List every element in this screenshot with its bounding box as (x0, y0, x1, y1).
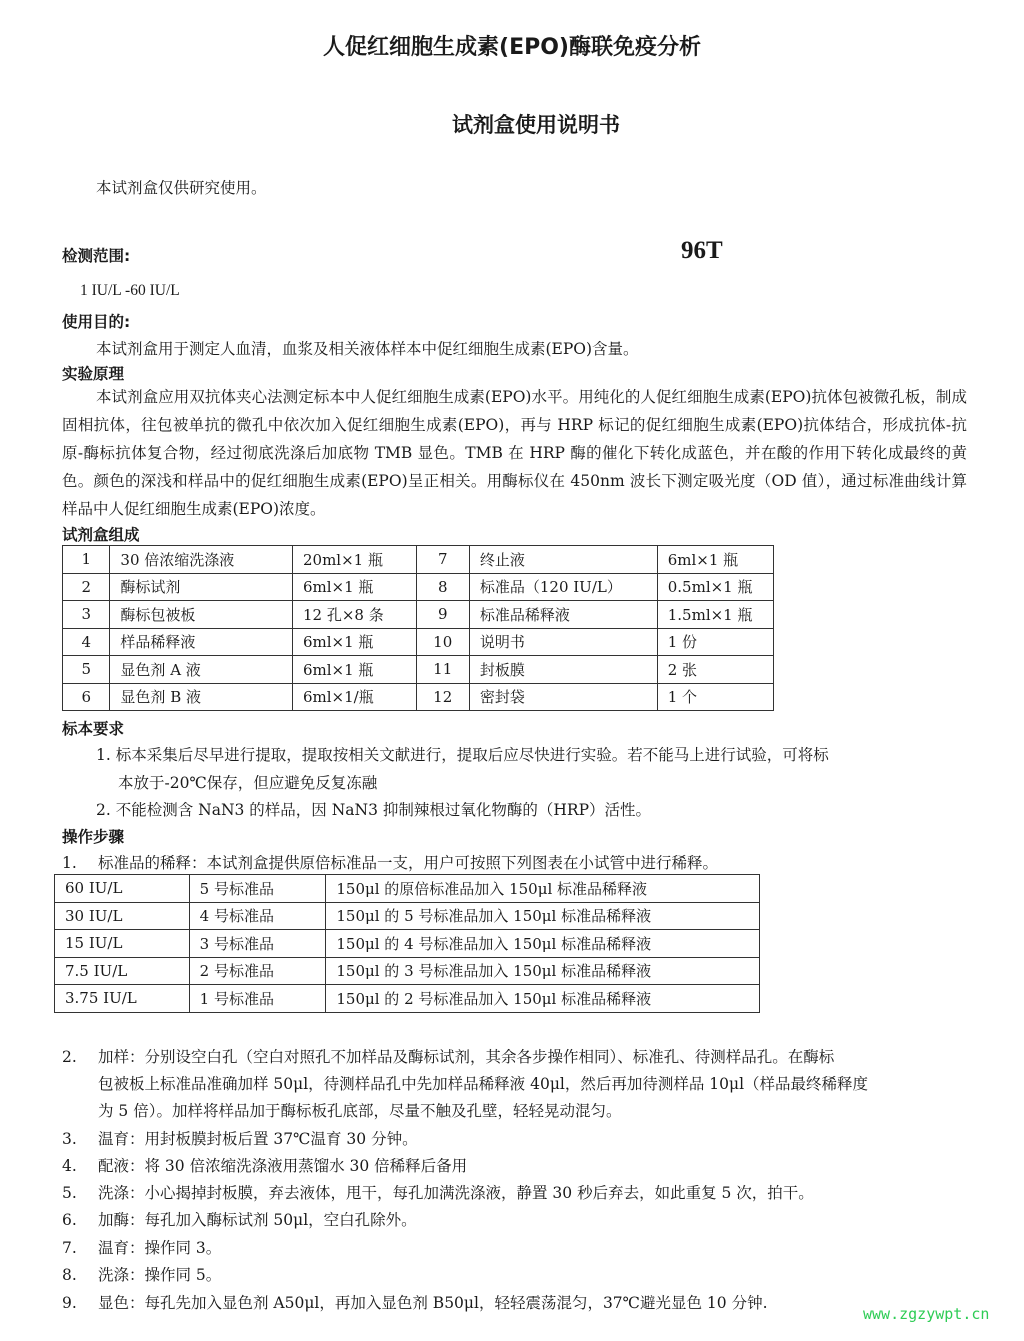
item-quantity: 1.5ml×1 瓶 (657, 601, 773, 629)
composition-label: 试剂盒组成 (62, 526, 140, 544)
concentration: 7.5 IU/L (55, 957, 190, 985)
item-quantity: 6ml×1 瓶 (657, 546, 773, 574)
step-number: 7. (62, 1239, 77, 1257)
dilution-method: 150μl 的 5 号标准品加入 150μl 标准品稀释液 (326, 902, 760, 930)
item-name: 显色剂 A 液 (110, 656, 293, 684)
item-number: 7 (416, 546, 469, 574)
research-only-note: 本试剂盒仅供研究使用。 (96, 179, 267, 197)
table-row (55, 875, 760, 903)
step-2-line2: 包被板上标准品准确加样 50μl，待测样品孔中先加样品稀释液 40μl，然后再加待测样品 10μl（样品最终稀释度 (98, 1075, 869, 1093)
step-1 (62, 851, 718, 873)
item-name: 显色剂 B 液 (110, 683, 293, 711)
table-row (55, 902, 760, 930)
item-number: 3 (63, 601, 110, 629)
item-name: 说明书 (469, 628, 657, 656)
sample-req-2: 2. 不能检测含 NaN3 的样品，因 NaN3 抑制辣根过氧化物酶的（HRP）活性。 (96, 801, 651, 819)
table-row (63, 628, 774, 656)
item-name: 标准品（120 IU/L） (469, 573, 657, 601)
purpose-text: 本试剂盒用于测定人血清，血浆及相关液体样本中促红细胞生成素(EPO)含量。 (96, 340, 639, 358)
item-number: 12 (416, 683, 469, 711)
step-number: 9. (62, 1294, 77, 1312)
spec-label: 96T (681, 237, 723, 264)
item-number: 4 (63, 628, 110, 656)
step-text: 加酶：每孔加入酶标试剂 50μl，空白孔除外。 (98, 1211, 417, 1229)
step-number: 6. (62, 1211, 77, 1229)
watermark: www.zgzywpt.cn (863, 1305, 990, 1323)
step-number: 2. (62, 1048, 77, 1066)
item-name: 酶标包被板 (110, 601, 293, 629)
item-number: 2 (63, 573, 110, 601)
item-name: 酶标试剂 (110, 573, 293, 601)
item-number: 6 (63, 683, 110, 711)
standard-name: 2 号标准品 (189, 957, 326, 985)
item-quantity: 6ml×1/瓶 (292, 683, 416, 711)
item-name: 标准品稀释液 (469, 601, 657, 629)
standard-name: 3 号标准品 (189, 930, 326, 958)
standard-name: 5 号标准品 (189, 875, 326, 903)
item-name: 30 倍浓缩洗涤液 (110, 546, 293, 574)
sample-requirements-label: 标本要求 (62, 720, 125, 738)
item-quantity: 20ml×1 瓶 (292, 546, 416, 574)
step-text: 洗涤：小心揭掉封板膜，弃去液体，甩干，每孔加满洗涤液，静置 30 秒后弃去，如此重复 5 次，拍干。 (98, 1184, 814, 1202)
step-number: 1. (62, 854, 77, 872)
table-row (63, 573, 774, 601)
item-quantity: 12 孔×8 条 (292, 601, 416, 629)
range-value: 1 IU/L -60 IU/L (80, 282, 180, 299)
step-6 (62, 1208, 417, 1230)
table-row (55, 985, 760, 1013)
step-text: 洗涤：操作同 5。 (98, 1266, 222, 1284)
table-row (63, 601, 774, 629)
concentration: 15 IU/L (55, 930, 190, 958)
item-quantity: 2 张 (657, 656, 773, 684)
standard-name: 1 号标准品 (189, 985, 326, 1013)
item-number: 10 (416, 628, 469, 656)
item-quantity: 6ml×1 瓶 (292, 573, 416, 601)
item-number: 8 (416, 573, 469, 601)
document-subtitle: 试剂盒使用说明书 (452, 113, 620, 137)
dilution-method: 150μl 的 2 号标准品加入 150μl 标准品稀释液 (326, 985, 760, 1013)
step-text: 配液：将 30 倍浓缩洗涤液用蒸馏水 30 倍稀释后备用 (98, 1157, 468, 1175)
dilution-method: 150μl 的 3 号标准品加入 150μl 标准品稀释液 (326, 957, 760, 985)
table-row (63, 546, 774, 574)
step-2-line3: 为 5 倍）。加样将样品加于酶标板孔底部，尽量不触及孔壁，轻轻晃动混匀。 (98, 1102, 622, 1120)
step-number: 5. (62, 1184, 77, 1202)
item-quantity: 6ml×1 瓶 (292, 656, 416, 684)
item-name: 封板膜 (469, 656, 657, 684)
step-number: 8. (62, 1266, 77, 1284)
step-7 (62, 1236, 221, 1258)
principle-text (62, 383, 967, 523)
item-quantity: 6ml×1 瓶 (292, 628, 416, 656)
dilution-method: 150μl 的原倍标准品加入 150μl 标准品稀释液 (326, 875, 760, 903)
item-name: 密封袋 (469, 683, 657, 711)
principle-label: 实验原理 (62, 365, 125, 383)
item-number: 5 (63, 656, 110, 684)
kit-composition-table (62, 545, 774, 711)
standard-name: 4 号标准品 (189, 902, 326, 930)
standard-dilution-table (54, 874, 760, 1013)
item-number: 1 (63, 546, 110, 574)
item-quantity: 1 个 (657, 683, 773, 711)
step-text-line1: 加样：分别设空白孔（空白对照孔不加样品及酶标试剂，其余各步操作相同）、标准孔、待测样品孔。在酶标 (98, 1048, 835, 1066)
principle-paragraph: 本试剂盒应用双抗体夹心法测定标本中人促红细胞生成素(EPO)水平。用纯化的人促红细胞生成素(EPO)抗体包被微孔板，制成固相抗体，往包被单抗的微孔中依次加入促红细胞生成素(EPO)，再与 HRP 标记的促红细胞生成素(EPO)抗体结合，形成抗体-抗原-酶标抗体复合物，经过彻底洗涤后加底物 TMB 显色。TMB 在 HRP 酶的催化下转化成蓝色，并在酸的作用下转化成最终的黄色。颜色的深浅和样品中的促红细胞生成素(EPO)呈正相关。用酶标仪在 450nm 波长下测定吸光度（OD 值），通过标准曲线计算样品中人促红细胞生成素(EPO)浓度。 (62, 388, 967, 518)
table-row (55, 957, 760, 985)
step-3 (62, 1127, 418, 1149)
range-label: 检测范围: (62, 247, 131, 265)
purpose-label: 使用目的: (62, 313, 131, 331)
step-9 (62, 1291, 768, 1313)
sample-req-1-line1: 1. 标本采集后尽早进行提取，提取按相关文献进行，提取后应尽快进行实验。若不能马上进行试验，可将标 (96, 746, 829, 764)
dilution-method: 150μl 的 4 号标准品加入 150μl 标准品稀释液 (326, 930, 760, 958)
table-row (63, 683, 774, 711)
item-name: 终止液 (469, 546, 657, 574)
table-row (55, 930, 760, 958)
step-2 (62, 1045, 834, 1067)
concentration: 60 IU/L (55, 875, 190, 903)
document-title: 人促红细胞生成素(EPO)酶联免疫分析 (323, 35, 701, 60)
item-quantity: 1 份 (657, 628, 773, 656)
step-number: 3. (62, 1130, 77, 1148)
item-name: 样品稀释液 (110, 628, 293, 656)
table-row (63, 656, 774, 684)
step-text: 显色：每孔先加入显色剂 A50μl，再加入显色剂 B50μl，轻轻震荡混匀，37℃避光显色 10 分钟. (98, 1294, 768, 1312)
item-number: 9 (416, 601, 469, 629)
step-8 (62, 1263, 221, 1285)
step-text: 温育：操作同 3。 (98, 1239, 222, 1257)
concentration: 30 IU/L (55, 902, 190, 930)
sample-req-1-line2: 本放于-20℃保存，但应避免反复冻融 (118, 774, 378, 792)
step-text: 标准品的稀释：本试剂盒提供原倍标准品一支，用户可按照下列图表在小试管中进行稀释。 (98, 854, 719, 872)
step-5 (62, 1181, 814, 1203)
step-number: 4. (62, 1157, 77, 1175)
procedure-label: 操作步骤 (62, 828, 125, 846)
item-quantity: 0.5ml×1 瓶 (657, 573, 773, 601)
item-number: 11 (416, 656, 469, 684)
step-4 (62, 1154, 467, 1176)
step-text: 温育：用封板膜封板后置 37℃温育 30 分钟。 (98, 1130, 418, 1148)
concentration: 3.75 IU/L (55, 985, 190, 1013)
